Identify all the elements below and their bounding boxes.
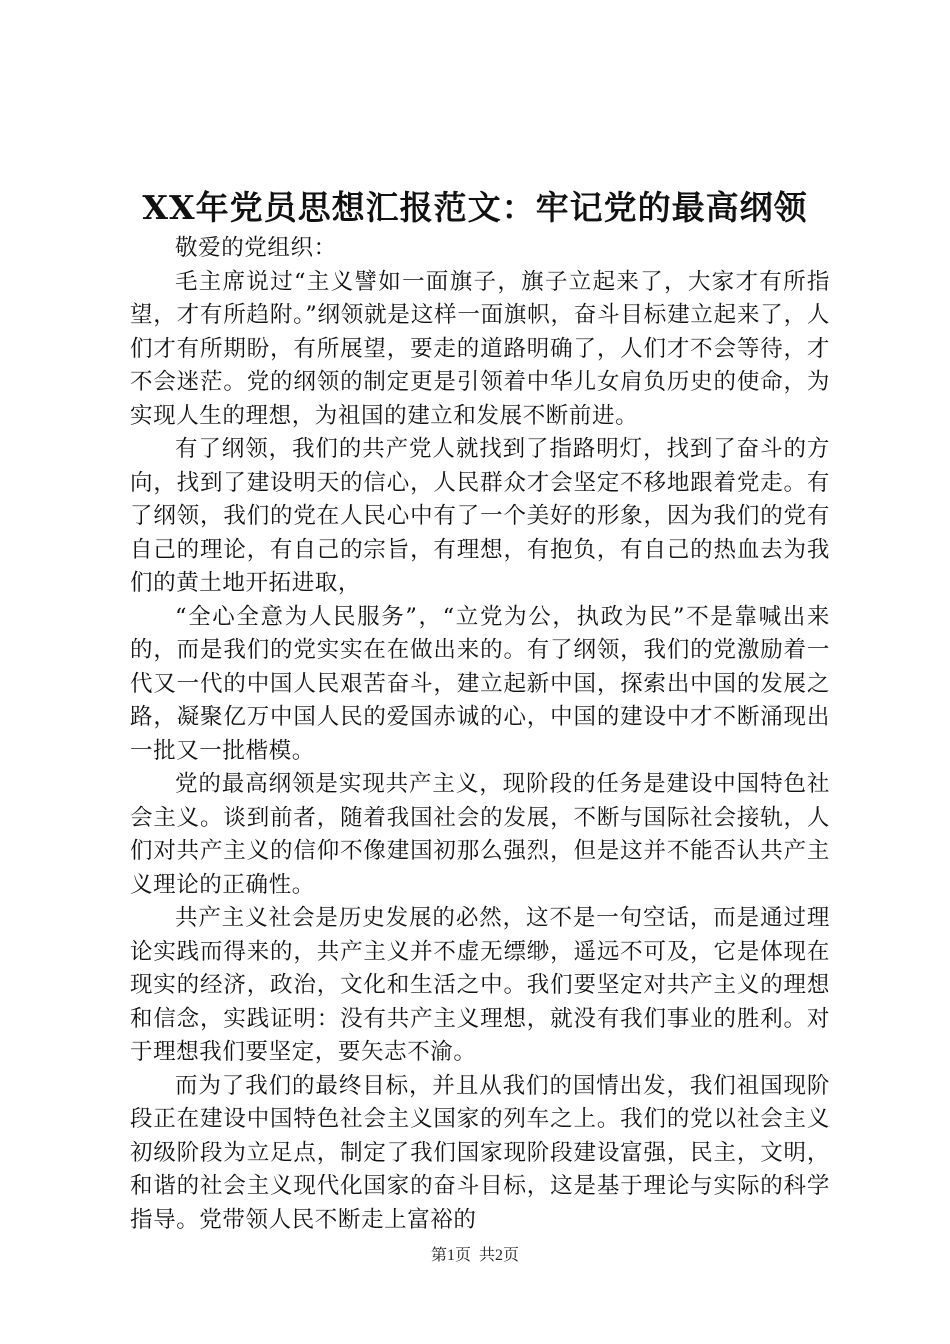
- page-number: 第1页: [430, 1247, 471, 1264]
- paragraph-3: “全心全意为人民服务”，“立党为公，执政为民”不是靠喊出来的，而是我们的党实实在在做出来的。有了纲领，我们的党激励着一代又一代的中国人民艰苦奋斗，建立起新中国，探索出中国的发展之路，凝聚亿万中国人民的爱国赤诚的心，中国的建设中才不断涌现出一批又一批楷模。: [130, 603, 830, 764]
- paragraph-1: 毛主席说过“主义譬如一面旗子，旗子立起来了，大家才有所指望，才有所趋附。”纲领就是这样一面旗帜，奋斗目标建立起来了，人们才有所期盼，有所展望，要走的道路明确了，人们才不会等待，才不会迷茫。党的纲领的制定更是引领着中华儿女肩负历史的使命，为实现人生的理想，为祖国的建立和发展不断前进。: [130, 268, 830, 429]
- paragraph-5: 共产主义社会是历史发展的必然，这不是一句空话，而是通过理论实践而得来的，共产主义并不虚无缥缈，遥远不可及，它是体现在现实的经济，政治，文化和生活之中。我们要坚定对共产主义的理想和信念，实践证明：没有共产主义理想，就没有我们事业的胜利。对于理想我们要坚定，要矢志不渝。: [130, 905, 830, 1065]
- page-total: 共2页: [479, 1247, 520, 1264]
- paragraph-2: 有了纲领，我们的共产党人就找到了指路明灯，找到了奋斗的方向，找到了建设明天的信心，人民群众才会坚定不移地跟着党走。有了纲领，我们的党在人民心中有了一个美好的形象，因为我们的党有自己的理论，有自己的宗旨，有理想，有抱负，有自己的热血去为我们的黄土地开拓进取，: [130, 436, 830, 596]
- document-body: [130, 232, 830, 1237]
- paragraph-4: 党的最高纲领是实现共产主义，现阶段的任务是建设中国特色社会主义。谈到前者，随着我国社会的发展，不断与国际社会接轨，人们对共产主义的信仰不像建国初那么强烈，但是这并不能否认共产主义理论的正确性。: [130, 771, 830, 898]
- salutation: 敬爱的党组织：: [175, 235, 337, 261]
- document-title: XX年党员思想汇报范文：牢记党的最高纲领: [142, 188, 808, 227]
- page-footer: [0, 1244, 950, 1268]
- paragraph-6: 而为了我们的最终目标，并且从我们的国情出发，我们祖国现阶段正在建设中国特色社会主义国家的列车之上。我们的党以社会主义初级阶段为立足点，制定了我们国家现阶段建设富强，民主，文明，和谐的社会主义现代化国家的奋斗目标，这是基于理论与实际的科学指导。党带领人民不断走上富裕的: [130, 1072, 830, 1233]
